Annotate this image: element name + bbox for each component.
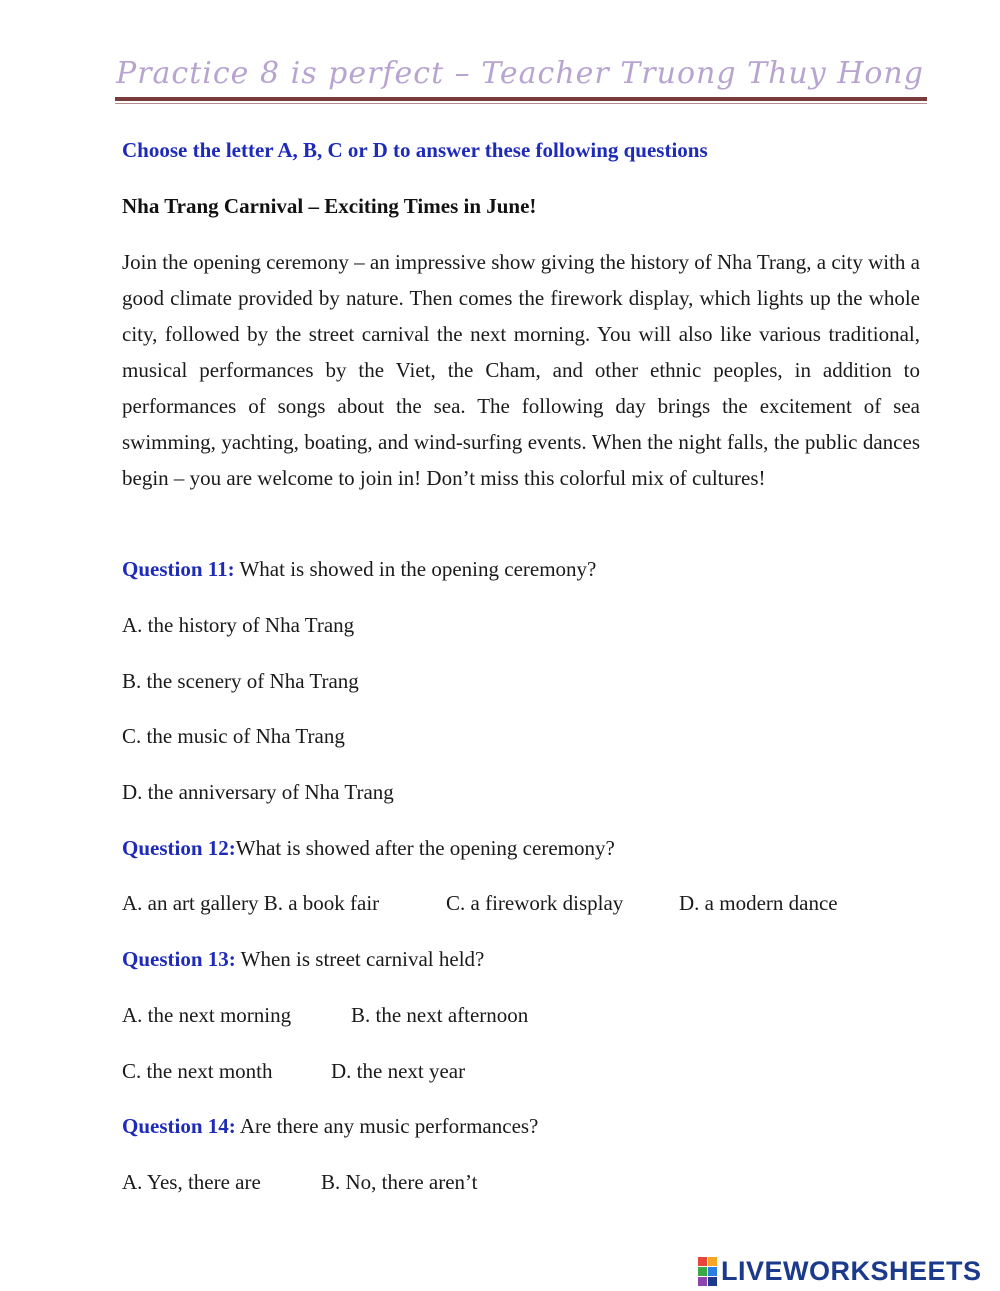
header-divider-thin [115,103,927,104]
q11-option-a[interactable]: A. the history of Nha Trang [122,613,355,637]
logo-blocks-icon [698,1257,717,1286]
q12-option-d[interactable]: D. a modern dance [679,891,838,915]
q12-option-a-b[interactable]: A. an art gallery B. a book fair [122,891,380,915]
instruction-text: Choose the letter A, B, C or D to answer these following questions [122,138,708,162]
question-14 [122,1112,538,1140]
q13-option-a[interactable]: A. the next morning [122,1003,292,1027]
question-text: What is showed in the opening ceremony? [234,557,597,581]
q13-option-b[interactable]: B. the next afternoon [351,1003,529,1027]
question-label: Question 12: [122,836,236,860]
question-text: When is street carnival held? [235,947,485,971]
logo-block-icon [708,1267,717,1276]
q12-option-c[interactable]: C. a firework display [446,891,624,915]
q13-option-c[interactable]: C. the next month [122,1059,273,1083]
question-13 [122,945,484,973]
logo-block-icon [708,1257,717,1266]
logo-block-icon [698,1267,707,1276]
logo-block-icon [698,1277,707,1286]
question-text: What is showed after the opening ceremony? [235,836,615,860]
q13-option-d[interactable]: D. the next year [331,1059,466,1083]
q11-option-d[interactable]: D. the anniversary of Nha Trang [122,780,394,804]
q11-option-b[interactable]: B. the scenery of Nha Trang [122,669,359,693]
question-label: Question 14: [122,1114,236,1138]
question-text: Are there any music performances? [235,1114,539,1138]
passage-title: Nha Trang Carnival – Exciting Times in June! [122,194,537,218]
question-12 [122,834,615,862]
logo-block-icon [698,1257,707,1266]
logo-text: LIVEWORKSHEETS [721,1255,982,1286]
question-label: Question 11: [122,557,235,581]
q14-option-b[interactable]: B. No, there aren’t [321,1170,478,1194]
question-label: Question 13: [122,947,236,971]
page-header-title: Practice 8 is perfect – Teacher Truong Thuy Hong [116,56,924,91]
q11-option-c[interactable]: C. the music of Nha Trang [122,724,345,748]
liveworksheets-logo[interactable] [698,1256,982,1286]
logo-block-icon [708,1277,717,1286]
question-11 [122,555,596,583]
header-divider [115,97,927,101]
q14-option-a[interactable]: A. Yes, there are [122,1170,261,1194]
passage-text: Join the opening ceremony – an impressive show giving the history of Nha Trang, a city with a good climate provided by nature. Then comes the firework display, which lights up the whole city, followed by the street carnival the next morning. You will also like various traditional, musical performances by the Viet, the Cham, and other ethnic peoples, in addition to performances of songs about the sea. The following day brings the excitement of sea swimming, yachting, boating, and wind-surfing events. When the night falls, the public dances begin – you are welcome to join in! Don’t miss this colorful mix of cultures! [122,250,920,490]
